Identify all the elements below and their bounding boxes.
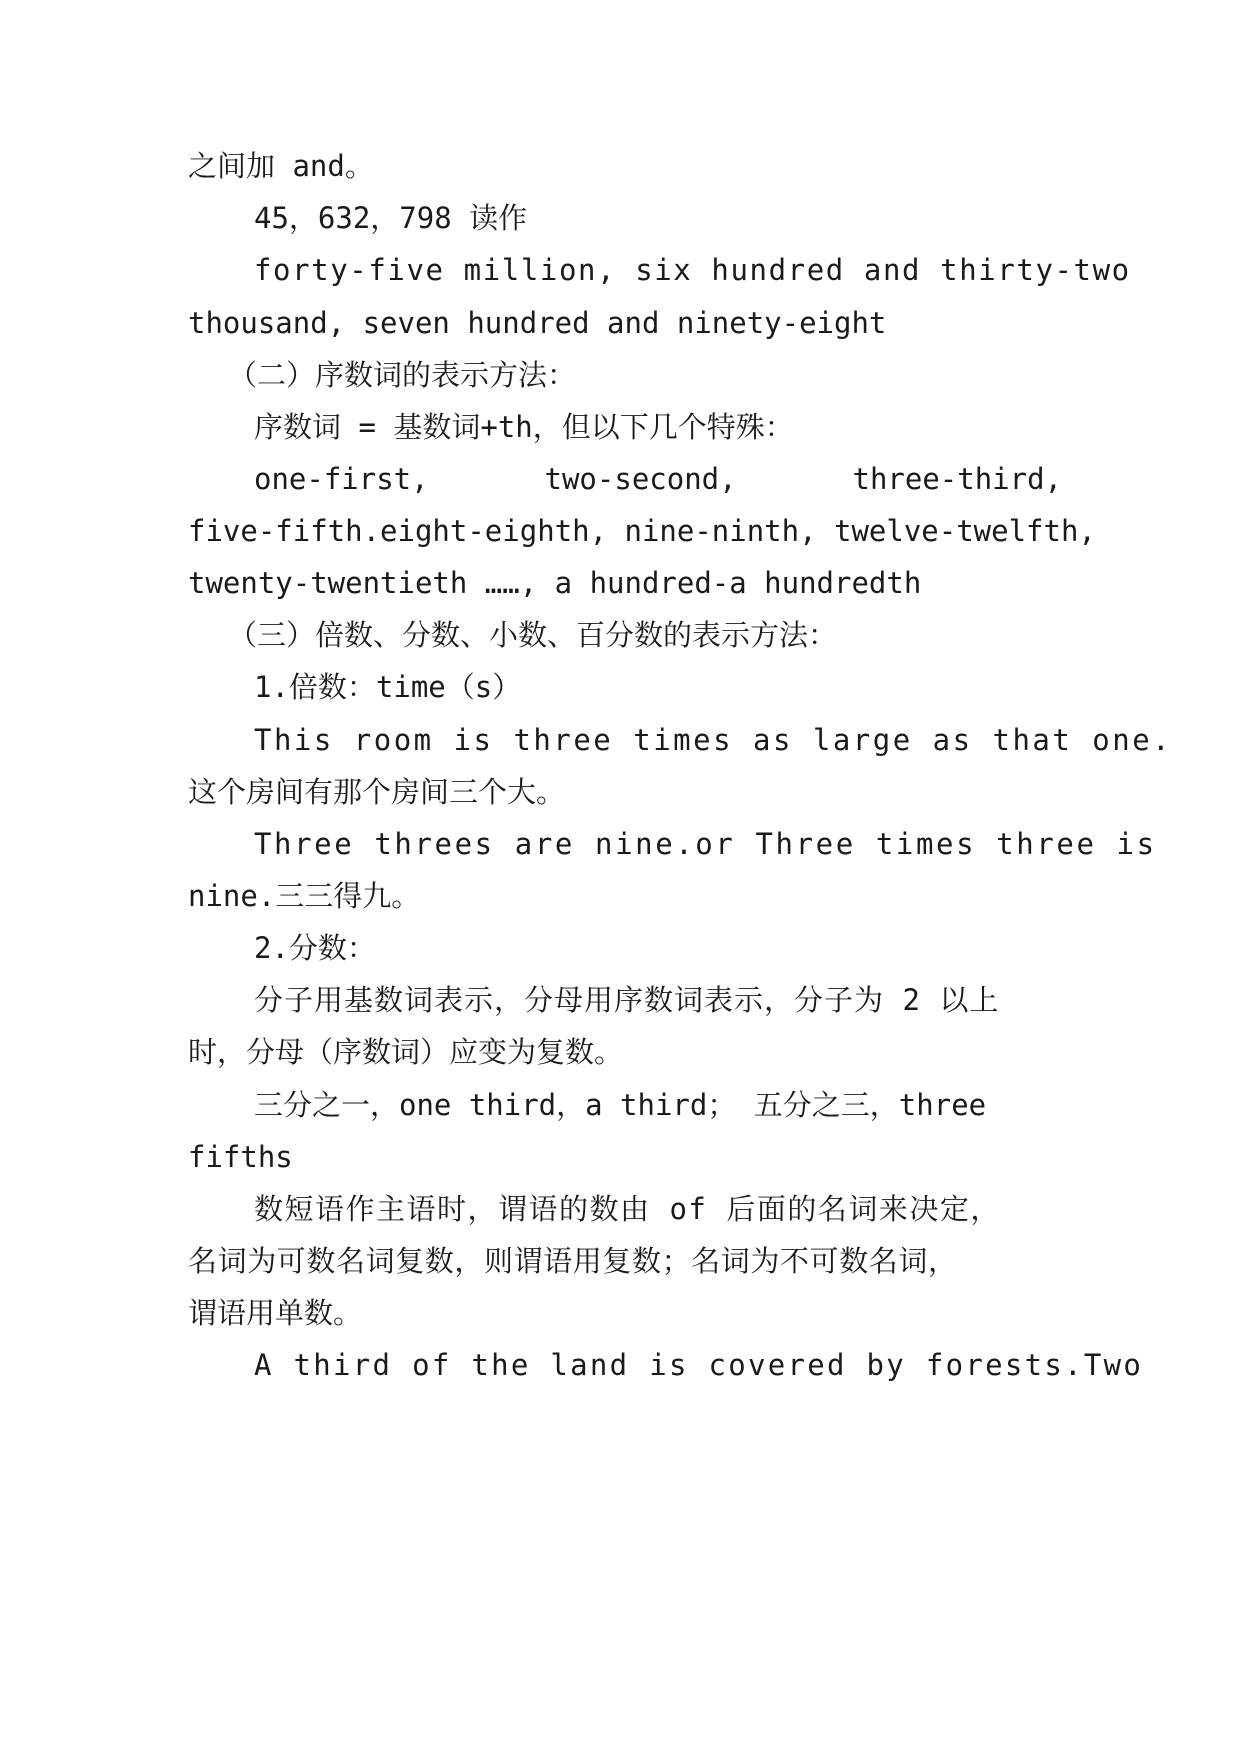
text-line: 名词为可数名词复数，则谓语用复数；名词为不可数名词，	[188, 1244, 958, 1278]
ordinal-examples-row	[254, 459, 1062, 499]
text-line: fifths	[188, 1140, 293, 1174]
text-line: forty-five million, six hundred and thirty-two	[254, 253, 1131, 287]
ordinal-example: three-third,	[852, 462, 1062, 496]
ordinal-example: two-second,	[544, 462, 737, 496]
text-line: 这个房间有那个房间三个大。	[188, 775, 566, 809]
text-line: A third of the land is covered by forests.Two	[254, 1348, 1144, 1382]
text-line: Three threes are nine.or Three times three is	[254, 827, 1157, 861]
text-line: 谓语用单数。	[188, 1296, 363, 1330]
text-line: 序数词 = 基数词+th，但以下几个特殊：	[254, 410, 794, 444]
section-heading: （二）序数词的表示方法：	[228, 358, 577, 392]
section-heading: （三）倍数、分数、小数、百分数的表示方法：	[228, 618, 838, 652]
text-line: This room is three times as large as that one.	[254, 723, 1173, 757]
text-line: 分子用基数词表示，分母用序数词表示，分子为 2 以上	[254, 983, 1000, 1017]
text-line: thousand, seven hundred and ninety-eight	[188, 306, 887, 340]
text-line: 45，632，798 读作	[254, 201, 528, 235]
text-line: 三分之一，one third，a third； 五分之三，three	[254, 1088, 987, 1122]
text-line: 时，分母（序数词）应变为复数。	[188, 1035, 624, 1069]
subsection-heading: 2.分数：	[254, 931, 376, 965]
ordinal-example: one-first,	[254, 462, 429, 496]
text-line: five-fifth.eight-eighth, nine-ninth, twelve-twelfth,	[188, 514, 1096, 548]
subsection-heading: 1.倍数：time（s）	[254, 670, 522, 704]
text-line: nine.三三得九。	[188, 879, 421, 913]
text-line: 之间加 and。	[188, 149, 374, 183]
text-line: twenty-twentieth ……, a hundred-a hundredth	[188, 566, 922, 600]
text-line: 数短语作主语时，谓语的数由 of 后面的名词来决定，	[254, 1192, 1001, 1226]
